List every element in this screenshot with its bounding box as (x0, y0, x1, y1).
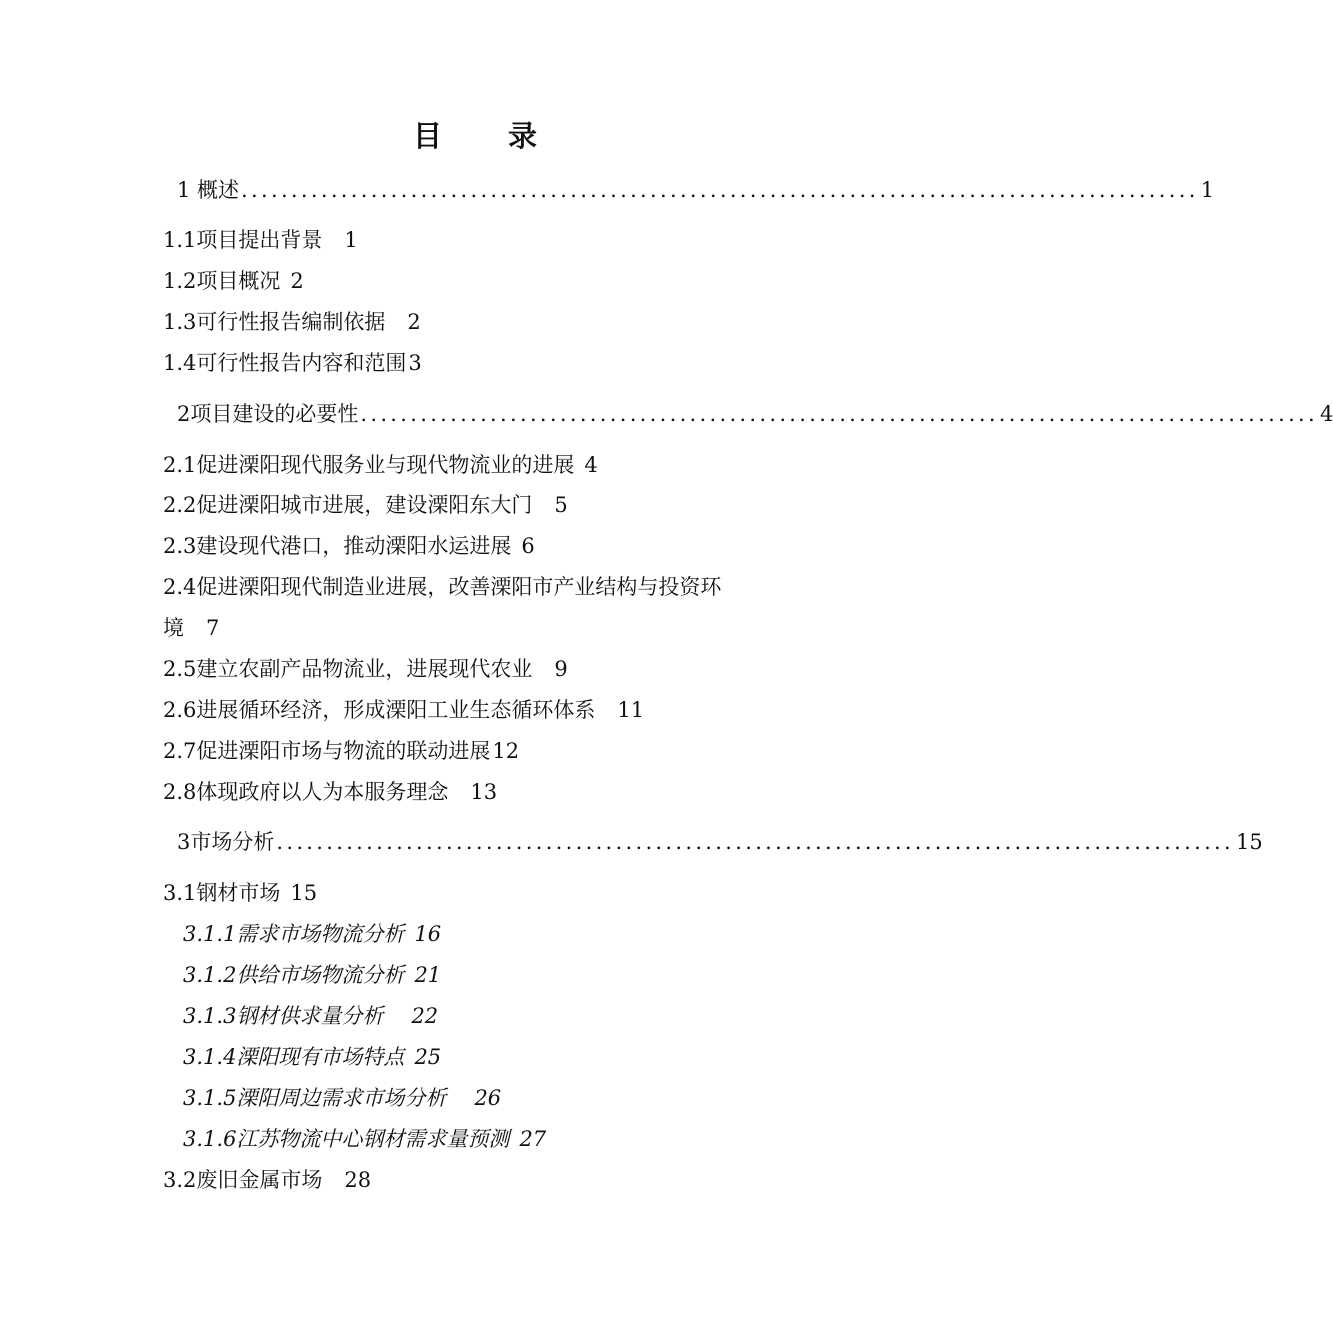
entry-page-number: 7 (206, 616, 220, 640)
entry-title: 2.7促进溧阳市场与物流的联动进展 (163, 739, 491, 763)
entry-page-number: 28 (344, 1168, 372, 1192)
chapter-page-number: 4 (1320, 402, 1333, 426)
entry-title: 2.4促进溧阳现代制造业进展，改善溧阳市产业结构与投资环 (163, 575, 722, 599)
entry-page-number: 11 (617, 698, 645, 722)
entry-page-number: 15 (290, 881, 318, 905)
entry-page-number: 12 (492, 739, 520, 763)
toc-entry-1-3[interactable] (163, 308, 421, 336)
toc-chapter-2[interactable] (177, 400, 1333, 428)
entry-title: 2.2促进溧阳城市进展，建设溧阳东大门 (163, 493, 533, 517)
entry-title: 3.1.2供给市场物流分析 (183, 963, 405, 987)
toc-entry-2-7[interactable] (163, 737, 519, 765)
entry-page-number: 2 (407, 310, 421, 334)
toc-entry-2-3[interactable] (163, 532, 535, 560)
entry-title: 3.1.1需求市场物流分析 (183, 922, 405, 946)
entry-title: 1.2项目概况 (163, 269, 281, 293)
entry-page-number: 9 (554, 657, 568, 681)
toc-entry-1-1[interactable] (163, 226, 358, 254)
entry-page-number: 16 (414, 922, 442, 946)
entry-page-number: 27 (519, 1127, 547, 1151)
toc-entry-1-2[interactable] (163, 267, 304, 295)
entry-page-number: 2 (290, 269, 304, 293)
entry-title: 3.1.3钢材供求量分析 (183, 1004, 384, 1028)
entry-title: 2.5建立农副产品物流业，进展现代农业 (163, 657, 533, 681)
entry-title: 3.2废旧金属市场 (163, 1168, 323, 1192)
dot-leader: ................................................................................................ (276, 830, 1235, 854)
entry-page-number: 21 (414, 963, 442, 987)
entry-page-number: 1 (344, 228, 358, 252)
toc-entry-2-2[interactable] (163, 491, 568, 519)
entry-title: 1.4可行性报告内容和范围 (163, 351, 407, 375)
toc-subentry-3-1-2[interactable] (183, 961, 441, 989)
dot-leader: ................................................................................................ (360, 402, 1319, 426)
entry-title: 3.1.4溧阳现有市场特点 (183, 1045, 405, 1069)
entry-page-number: 4 (584, 453, 598, 477)
entry-title: 1.1项目提出背景 (163, 228, 323, 252)
entry-title: 2.1促进溧阳现代服务业与现代物流业的进展 (163, 453, 575, 477)
chapter-label: 3市场分析 (177, 830, 275, 854)
chapter-label: 1 概述 (177, 178, 240, 202)
toc-entry-3-2[interactable] (163, 1166, 371, 1194)
entry-page-number: 26 (474, 1086, 502, 1110)
dot-leader: ................................................................................................ (241, 178, 1199, 202)
entry-title: 2.6进展循环经济，形成溧阳工业生态循环体系 (163, 698, 596, 722)
toc-subentry-3-1-5[interactable] (183, 1084, 501, 1112)
toc-subentry-3-1-1[interactable] (183, 920, 441, 948)
entry-page-number: 6 (521, 534, 535, 558)
toc-subentry-3-1-4[interactable] (183, 1043, 441, 1071)
entry-page-number: 3 (408, 351, 422, 375)
toc-entry-2-1[interactable] (163, 451, 598, 479)
entry-page-number: 22 (411, 1004, 439, 1028)
toc-entry-2-4-cont[interactable] (163, 614, 219, 642)
entry-page-number: 5 (554, 493, 568, 517)
toc-entry-3-1[interactable] (163, 879, 317, 907)
chapter-page-number: 15 (1236, 830, 1263, 854)
toc-entry-1-4[interactable] (163, 349, 422, 377)
toc-subentry-3-1-6[interactable] (183, 1125, 546, 1153)
entry-title: 3.1钢材市场 (163, 881, 281, 905)
toc-chapter-1[interactable] (177, 176, 1215, 204)
toc-subentry-3-1-3[interactable] (183, 1002, 438, 1030)
entry-title-continued: 境 (163, 616, 184, 640)
chapter-label: 2项目建设的必要性 (177, 402, 359, 426)
entry-title: 3.1.5溧阳周边需求市场分析 (183, 1086, 447, 1110)
toc-entry-2-4[interactable] (163, 573, 721, 601)
entry-page-number: 25 (414, 1045, 442, 1069)
toc-entry-2-5[interactable] (163, 655, 568, 683)
toc-entry-2-6[interactable] (163, 696, 644, 724)
entry-page-number: 13 (470, 780, 498, 804)
page-title: 目 录 (412, 119, 566, 153)
entry-title: 2.8体现政府以人为本服务理念 (163, 780, 449, 804)
entry-title: 3.1.6江苏物流中心钢材需求量预测 (183, 1127, 510, 1151)
toc-entry-2-8[interactable] (163, 778, 497, 806)
entry-title: 1.3可行性报告编制依据 (163, 310, 386, 334)
chapter-page-number: 1 (1200, 178, 1215, 202)
entry-title: 2.3建设现代港口，推动溧阳水运进展 (163, 534, 512, 558)
toc-chapter-3[interactable] (177, 828, 1263, 856)
